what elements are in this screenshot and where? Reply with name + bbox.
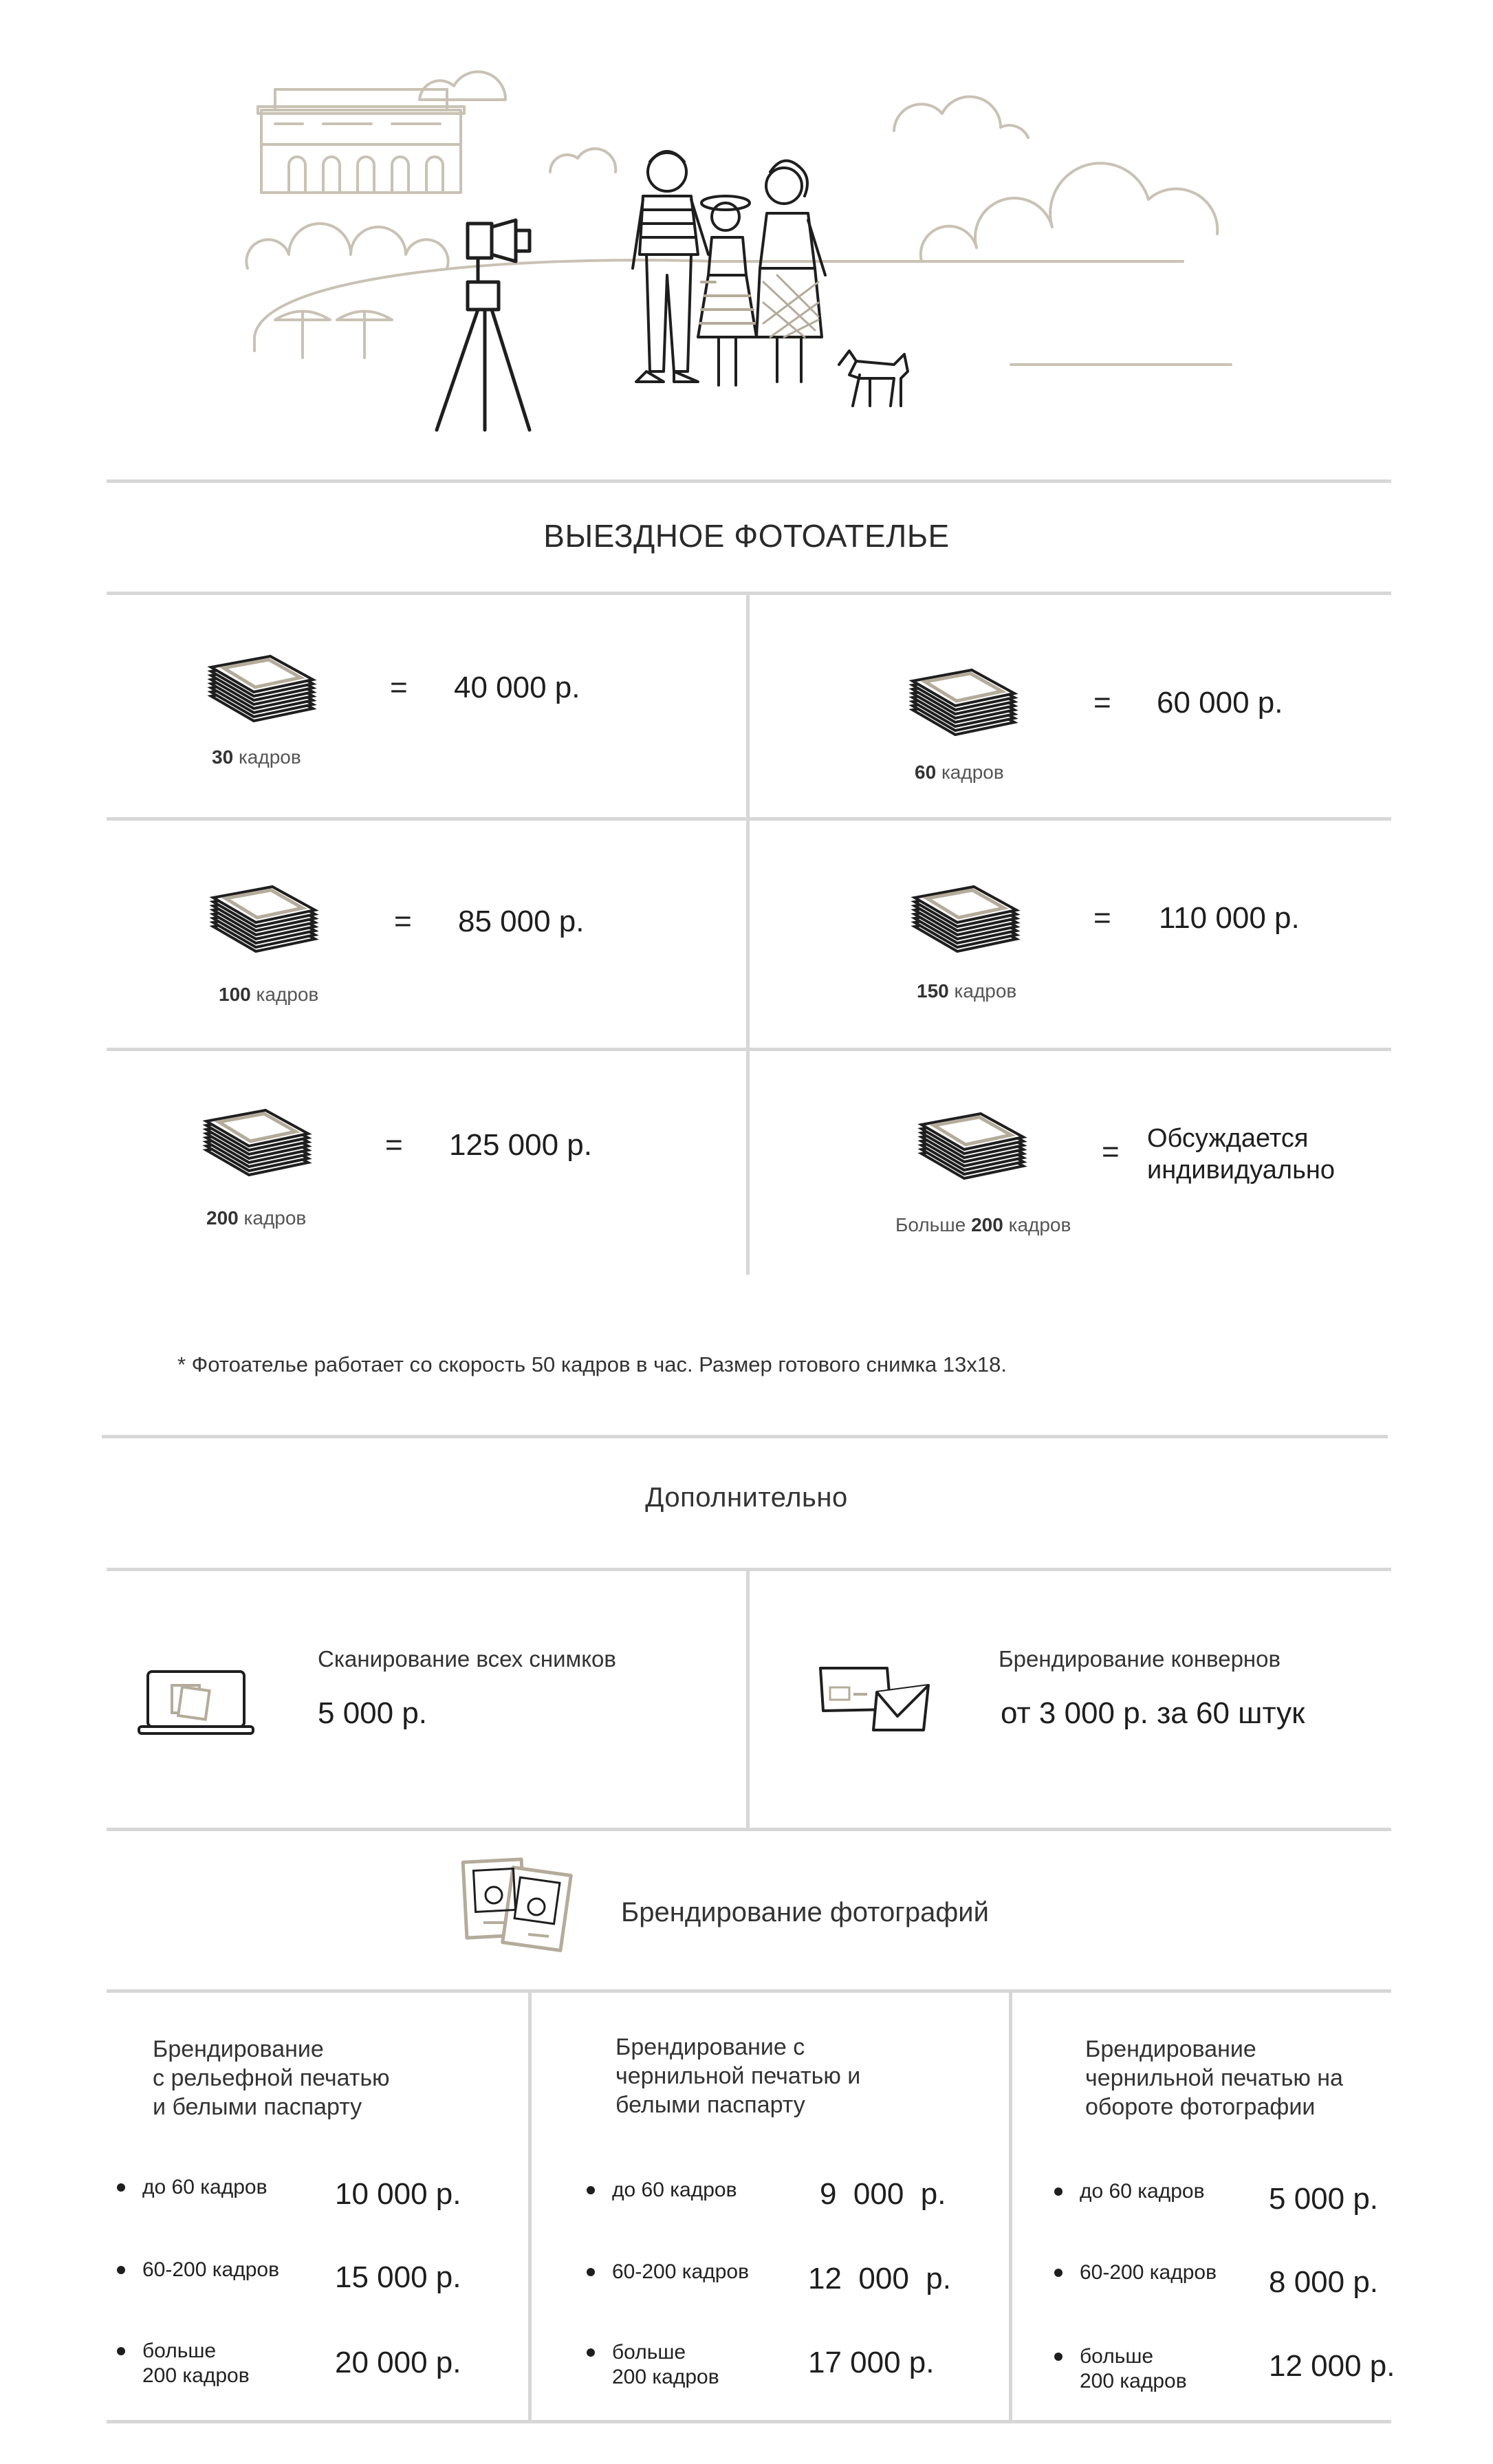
row-price: 15 000 р. <box>335 2260 461 2294</box>
list-bullet <box>1054 2187 1062 2196</box>
row-price: 20 000 р. <box>335 2346 461 2379</box>
equals-sign: = <box>1093 901 1111 935</box>
heading-line: чернильной печатью на <box>1085 2065 1343 2091</box>
list-bullet <box>117 2266 125 2274</box>
heading-line: с рельефной печатью <box>153 2065 390 2091</box>
equals-sign: = <box>1102 1135 1120 1169</box>
branding-heading <box>153 2035 390 2121</box>
row-label <box>1080 2344 1187 2394</box>
package-price: 110 000 р. <box>1159 901 1300 935</box>
list-bullet <box>1054 2269 1062 2277</box>
package-count: 200 <box>971 1214 1003 1235</box>
list-bullet <box>1054 2353 1062 2361</box>
row-label: до 60 кадров <box>142 2176 268 2198</box>
list-bullet <box>117 2347 125 2355</box>
label-line: 200 кадров <box>612 2366 719 2388</box>
package-price: 40 000 р. <box>454 671 580 704</box>
package-caption <box>206 1207 306 1229</box>
branded-photos-icon <box>459 1857 573 1950</box>
equals-sign: = <box>390 671 408 704</box>
package-count: 200 <box>206 1207 239 1229</box>
page-title: ВЫЕЗДНОЕ ФОТОАТЕЛЬЕ <box>543 518 950 554</box>
package-prefix: Больше <box>895 1214 966 1235</box>
heading-line: белыми паспарту <box>615 2092 805 2118</box>
row-price: 12 000 р. <box>808 2262 951 2295</box>
extras-title: Дополнительно <box>645 1482 848 1513</box>
package-unit: кадров <box>238 746 301 768</box>
package-caption <box>917 980 1016 1002</box>
extra-label: Сканирование всех снимков <box>318 1646 616 1672</box>
laptop-icon <box>138 1668 254 1737</box>
footnote: * Фотоателье работает со скорость 50 кадров в час. Размер готового снимка 13х18. <box>177 1352 1007 1376</box>
price-line-1: Обсуждается <box>1147 1124 1309 1153</box>
package-unit: кадров <box>243 1207 307 1229</box>
row-label <box>142 2339 250 2388</box>
row-label <box>612 2340 719 2390</box>
label-line: больше <box>142 2339 217 2362</box>
equals-sign: = <box>385 1128 403 1162</box>
package-unit: кадров <box>954 980 1017 1002</box>
label-line: больше <box>612 2341 686 2364</box>
heading-line: и белыми паспарту <box>153 2094 362 2120</box>
package-caption <box>895 1214 1071 1236</box>
equals-sign: = <box>394 905 412 938</box>
heading-line: Брендирование с <box>615 2034 805 2060</box>
row-price: 12 000 р. <box>1269 2349 1395 2383</box>
photo-stack-icon <box>198 884 318 956</box>
photo-stack-icon <box>897 667 1018 739</box>
row-price: 8 000 р. <box>1269 2265 1379 2299</box>
package-price: 125 000 р. <box>449 1128 592 1162</box>
heading-line: обороте фотографии <box>1085 2094 1316 2120</box>
row-label: 60-200 кадров <box>612 2260 750 2283</box>
package-unit: кадров <box>941 761 1004 783</box>
package-count: 30 <box>212 746 234 768</box>
row-label: 60-200 кадров <box>142 2258 280 2281</box>
photo-stack-icon <box>906 1111 1027 1183</box>
package-price: 60 000 р. <box>1157 686 1283 720</box>
price-line-2: индивидуально <box>1147 1156 1335 1185</box>
branding-heading <box>615 2033 860 2119</box>
package-price: 85 000 р. <box>458 905 585 938</box>
photo-stack-icon <box>191 1107 312 1180</box>
envelope-icon <box>815 1661 935 1737</box>
package-count: 60 <box>915 761 937 783</box>
row-label: 60-200 кадров <box>1080 2261 1217 2284</box>
photo-stack-icon <box>900 884 1020 956</box>
package-count: 100 <box>219 984 251 1005</box>
list-bullet <box>117 2183 125 2192</box>
heading-line: чернильной печатью и <box>615 2063 861 2089</box>
list-bullet <box>587 2268 595 2276</box>
label-line: больше <box>1080 2345 1154 2368</box>
package-caption <box>219 984 318 1006</box>
row-price: 10 000 р. <box>335 2177 461 2211</box>
label-line: 200 кадров <box>142 2364 250 2387</box>
list-bullet <box>587 2186 595 2194</box>
row-price: 5 000 р. <box>1269 2182 1379 2216</box>
hero-illustration-icon <box>234 48 1231 440</box>
extra-label: Брендирование конвернов <box>999 1646 1281 1672</box>
heading-line: Брендирование <box>1085 2036 1256 2062</box>
row-label: до 60 кадров <box>1080 2180 1205 2203</box>
list-bullet <box>587 2348 595 2357</box>
row-price: 17 000 р. <box>808 2346 935 2379</box>
package-caption <box>915 761 1004 783</box>
package-count: 150 <box>917 980 949 1002</box>
row-price: 9 000 р. <box>820 2177 946 2211</box>
equals-sign: = <box>1093 686 1111 720</box>
heading-line: Брендирование <box>153 2036 324 2062</box>
label-line: 200 кадров <box>1080 2370 1187 2392</box>
package-caption <box>212 746 301 768</box>
package-unit: кадров <box>1008 1214 1071 1235</box>
package-price <box>1147 1123 1335 1186</box>
package-unit: кадров <box>256 984 319 1005</box>
row-label: до 60 кадров <box>612 2179 737 2201</box>
branding-title: Брендирование фотографий <box>621 1897 989 1927</box>
branding-heading <box>1085 2035 1343 2121</box>
extra-price: 5 000 р. <box>318 1696 428 1730</box>
photo-stack-icon <box>196 653 316 726</box>
extra-price: от 3 000 р. за 60 штук <box>1001 1696 1305 1730</box>
